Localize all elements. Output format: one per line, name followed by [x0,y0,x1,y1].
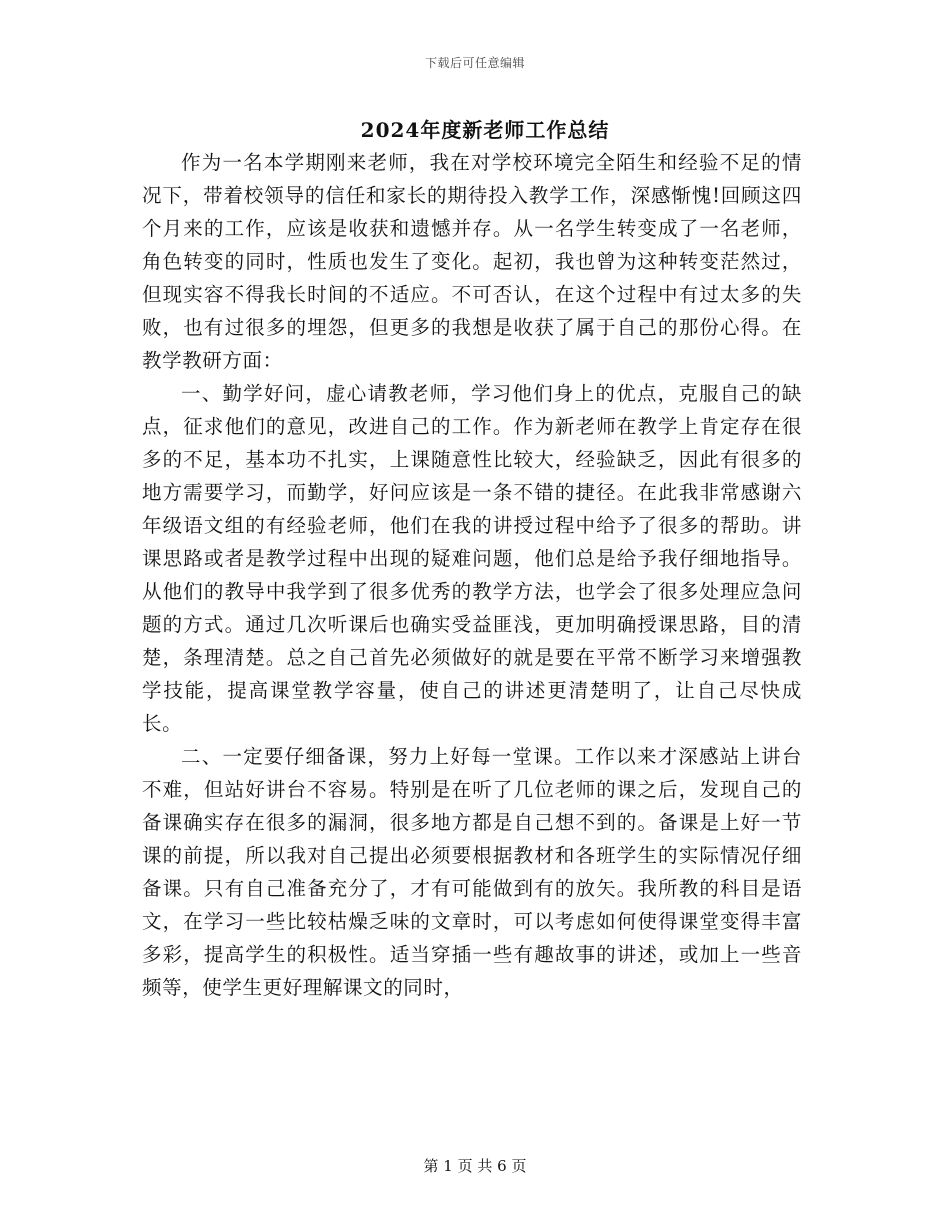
header-note: 下载后可任意编辑 [424,56,525,70]
document-body [142,146,802,1004]
paragraph-section-two: 二、一定要仔细备课，努力上好每一堂课。工作以来才深感站上讲台不难，但站好讲台不容易。特别是在听了几位老师的课之后，发现自己的备课确实存在很多的漏洞，很多地方都是自己想不到的。备课是上好一节课的前提，所以我对自己提出必须要根据教材和各班学生的实际情况仔细备课。只有自己准备充分了，才有可能做到有的放矢。我所教的科目是语文，在学习一些比较枯燥乏味的文章时，可以考虑如何使得课堂变得丰富多彩，提高学生的积极性。适当穿插一些有趣故事的讲述，或加上一些音频等，使学生更好理解课文的同时， [142,745,802,999]
document-title: 2024年度新老师工作总结 [360,118,610,142]
page-number: 第 1 页 共 6 页 [423,1157,527,1175]
paragraph-section-one: 一、勤学好问，虚心请教老师，学习他们身上的优点，克服自己的缺点，征求他们的意见，改进自己的工作。作为新老师在教学上肯定存在很多的不足，基本功不扎实，上课随意性比较大，经验缺乏，因此有很多的地方需要学习，而勤学，好问应该是一条不错的捷径。在此我非常感谢六年级语文组的有经验老师，他们在我的讲授过程中给予了很多的帮助。讲课思路或者是教学过程中出现的疑难问题，他们总是给予我仔细地指导。从他们的教导中我学到了很多优秀的教学方法，也学会了很多处理应急问题的方式。通过几次听课后也确实受益匪浅，更加明确授课思路，目的清楚，条理清楚。总之自己首先必须做好的就是要在平常不断学习来增强教学技能，提高课堂教学容量，使自己的讲述更清楚明了，让自己尽快成长。 [142,382,802,735]
paragraph-intro: 作为一名本学期刚来老师，我在对学校环境完全陌生和经验不足的情况下，带着校领导的信任和家长的期待投入教学工作，深感惭愧!回顾这四个月来的工作，应该是收获和遗憾并存。从一名学生转变成了一名老师，角色转变的同时，性质也发生了变化。起初，我也曾为这种转变茫然过，但现实容不得我长时间的不适应。不可否认，在这个过程中有过太多的失败，也有过很多的埋怨，但更多的我想是收获了属于自己的那份心得。在教学教研方面： [142,151,802,372]
